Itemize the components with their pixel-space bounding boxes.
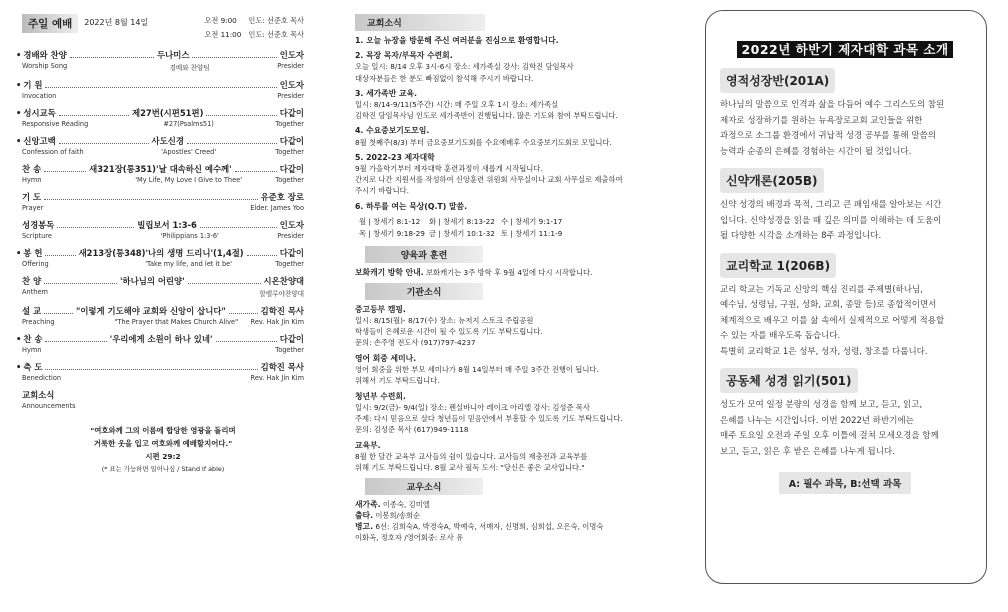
course-title: 공동체 성경 읽기(501) — [720, 368, 858, 393]
dot-leader — [44, 313, 73, 314]
course-title: 교리학교 1(206B) — [720, 253, 836, 278]
worship-header — [22, 14, 304, 42]
institution-line: 영어 회중을 위한 부모 세미나가 8월 14일부터 매 주일 3주간 진행이 됩니다. — [355, 364, 599, 374]
course-line: 수 있는 자를 배우도록 돕습니다. — [720, 331, 841, 341]
order-leader-en: Rev. Hak Jin Kim — [250, 374, 304, 382]
nurture-section-title: 양육과 훈련 — [365, 246, 483, 263]
order-content-en: 'Apostles' Creed' — [161, 148, 217, 156]
bullet-mark: • — [16, 80, 22, 90]
institution-line: 위해서 기도 부탁드립니다. — [355, 375, 440, 385]
dot-leader — [59, 143, 149, 144]
order-label — [16, 107, 56, 119]
order-label-en: Confession of faith — [22, 148, 84, 156]
nurture-text: 보화캐기는 3주 방학 후 9월 4일에 다시 시작합니다. — [425, 267, 593, 277]
order-label-en: Invocation — [22, 92, 57, 100]
member-row — [355, 521, 677, 532]
order-content: 두나미스 — [157, 50, 190, 60]
service-times — [204, 14, 304, 42]
order-label — [16, 49, 67, 61]
institution-line: 8월 한 달간 교육부 교사들의 쉼이 있습니다. 교사들의 재충전과 교육부를 — [355, 451, 588, 461]
order-content: 제27번(시편51편) — [132, 108, 204, 118]
qt-schedule — [359, 216, 677, 240]
order-label-en: Responsive Reading — [22, 120, 89, 128]
course-item — [720, 68, 970, 160]
order-leader: 인도자 — [279, 80, 304, 90]
order-label — [16, 135, 56, 147]
news-head: 4. 수요중보기도모임. — [355, 126, 430, 136]
institution-head: 청년부 수련회. — [355, 391, 406, 401]
curriculum-title — [720, 39, 970, 58]
order-leader-en: Presider — [277, 232, 304, 240]
order-label-text: 설 교 — [22, 306, 42, 316]
order-label — [22, 219, 54, 231]
dot-leader — [45, 255, 75, 256]
news-line: 주시기 바랍니다. — [355, 186, 409, 196]
course-line: 하나님의 말씀으로 인격과 삶을 다듬어 예수 그리스도의 참된 — [720, 100, 945, 110]
news-column — [345, 0, 685, 612]
course-line: 보고, 듣고, 읽은 후 받은 은혜를 나누게 됩니다. — [720, 446, 895, 457]
news-item — [355, 125, 677, 147]
news-item — [355, 35, 677, 46]
news-head: 3. 세가족반 교육. — [355, 88, 417, 98]
course-line: 은혜를 나누는 시간입니다. 이번 2022년 하반기에는 — [720, 415, 914, 426]
course-line: 체계적으로 배우고 이를 삶 속에서 실제적으로 어떻게 적용할 — [720, 315, 945, 326]
bullet-mark: • — [16, 50, 22, 60]
order-item — [16, 333, 304, 354]
course-item — [720, 168, 970, 245]
news-line: 오늘 일시: 8/14 오후 3시-6시 장소: 세가족실 강사: 김학진 담임목사 — [355, 62, 574, 72]
order-label-en: Announcements — [22, 402, 76, 410]
dot-leader — [188, 283, 261, 284]
order-content: '하나님의 어린양' — [119, 276, 185, 286]
course-list — [720, 68, 970, 460]
order-label — [22, 275, 41, 287]
order-label-text: 찬 양 — [22, 276, 42, 286]
service-leader: 인도: 선준호 목사 — [248, 16, 304, 25]
member-row — [355, 510, 677, 521]
institution-head: 영어 회중 세미나. — [355, 353, 417, 363]
news-item — [355, 88, 677, 122]
dot-leader — [70, 57, 154, 58]
institution-line: 위해 기도 부탁드립니다. 8월 교사 필독 도서: "당신은 좋은 교사입니다." — [355, 462, 585, 472]
members-list — [355, 499, 677, 543]
order-label — [16, 247, 43, 259]
course-line: 매주 토요일 오전과 주일 오후 이틀에 걸쳐 모세오경을 함께 — [720, 431, 939, 441]
institution-item — [355, 391, 677, 435]
dot-leader — [229, 313, 258, 314]
member-category: 출타. — [355, 510, 374, 520]
order-leader-en: Rev. Hak Jin Kim — [250, 318, 304, 326]
news-item — [355, 50, 677, 84]
order-subline — [22, 176, 304, 184]
qt-reading: 화 | 창세기 8:13-22 — [429, 216, 495, 226]
order-content-en — [102, 402, 304, 410]
dot-leader — [44, 283, 117, 284]
order-content-en — [102, 92, 277, 100]
quote-reference: 시편 29:2 — [145, 452, 181, 461]
qt-reading: 월 | 창세기 8:1-12 — [359, 216, 421, 226]
order-row — [16, 333, 304, 345]
news-line: 8월 첫째주(8/3) 부터 금요중보기도회를 수요예배후 수요중보기도회로 모입니다. — [355, 137, 612, 147]
order-row — [22, 275, 304, 287]
order-leader: 김학진 목사 — [260, 362, 304, 372]
scripture-quote — [22, 424, 304, 476]
course-title: 영적성장반(201A) — [720, 68, 835, 93]
order-label — [22, 389, 54, 401]
service-time-row — [204, 14, 304, 28]
service-leader: 인도: 선준호 목사 — [248, 30, 304, 39]
order-content-en — [102, 374, 251, 382]
service-time: 오전 9:00 — [204, 16, 237, 25]
dot-leader — [247, 255, 277, 256]
dot-leader — [59, 115, 129, 116]
news-line: 대상자분들은 한 분도 빠짐없이 참석해 주시기 바랍니다. — [355, 73, 534, 83]
order-row — [16, 79, 304, 91]
order-label-text: 신앙고백 — [23, 136, 56, 146]
order-subline — [22, 374, 304, 382]
order-label-en: Worship Song — [22, 62, 68, 70]
order-item — [16, 79, 304, 100]
worship-date: 2022년 8월 14일 — [84, 18, 149, 27]
order-row — [16, 135, 305, 147]
institutions-list — [355, 304, 677, 473]
order-item — [22, 163, 304, 184]
order-item — [22, 305, 304, 326]
course-item — [720, 368, 970, 460]
dot-leader — [44, 171, 86, 172]
course-description — [720, 98, 970, 160]
member-names: 이화옥, 정호자 /영어회중: 로사 유 — [355, 532, 464, 542]
member-row — [355, 499, 677, 510]
order-leader-en: Together — [275, 120, 304, 128]
order-subline — [22, 232, 304, 240]
order-leader-en: Together — [275, 148, 304, 156]
order-item — [16, 135, 305, 156]
order-subline — [22, 318, 304, 326]
news-head: 6. 하루를 여는 묵상(Q.T) 말씀. — [355, 201, 468, 211]
course-line: 신약 성경의 배경과 목적, 그리고 큰 패임새를 알아보는 시간 — [720, 200, 942, 210]
member-names: 이종숙, 김미엘 — [380, 499, 430, 509]
order-content: "이렇게 기도해야 교회와 신앙이 삽니다" — [75, 306, 226, 316]
order-leader: 다같이 — [279, 248, 304, 258]
news-line: 김학진 담임목사님 인도로 세가족반이 진행됩니다. 많은 기도와 참여 부탁드립니다. — [355, 111, 618, 121]
order-leader: 시온찬양대 — [263, 276, 304, 286]
order-label-en: Anthem — [22, 288, 48, 296]
course-line: 입니다. 신약성경을 읽을 때 깊은 의미를 이해하는 데 도움이 — [720, 215, 942, 226]
quote-line: "여호와께 그의 이름에 합당한 영광을 돌리며 — [90, 426, 236, 435]
order-row — [22, 163, 304, 175]
order-row — [16, 49, 305, 61]
dot-leader — [206, 115, 276, 116]
bullet-mark: • — [16, 334, 22, 344]
member-row — [355, 532, 677, 543]
order-label — [16, 79, 43, 91]
news-head: 1. 오늘 뉴장을 방문해 주신 여러분을 진심으로 환영합니다. — [355, 36, 559, 45]
order-leader: 다같이 — [279, 108, 304, 118]
order-subline — [22, 346, 304, 354]
order-label — [22, 191, 41, 203]
course-line: 제자로 성장하기를 원하는 뉴욕장로교회 교인들을 위한 — [720, 115, 923, 126]
order-leader-en: Presider — [277, 62, 304, 70]
order-label-text: 찬 송 — [22, 164, 42, 174]
order-label-text: 기 원 — [23, 80, 43, 90]
institutions-section-title: 기관소식 — [365, 283, 483, 300]
news-item — [355, 201, 677, 212]
dot-leader — [235, 171, 277, 172]
order-leader-en: Together — [275, 176, 304, 184]
course-legend — [720, 472, 970, 494]
institution-line: 문의: 손주영 전도사 (917)797-4237 — [355, 337, 476, 347]
member-names: 6선: 김희숙A, 박경숙A, 박예숙, 서매자, 신명희, 심희섭, 오은숙, 이명숙 — [373, 521, 604, 531]
order-content-en: 'Philippians 1:3-6' — [160, 232, 219, 240]
news-head: 5. 2022-23 제자대학 — [355, 152, 435, 162]
order-label — [22, 163, 41, 175]
news-head: 2. 목장 목자/부목자 수련회. — [355, 51, 453, 61]
order-label-text: 성경봉독 — [22, 220, 55, 230]
order-label-en: Benediction — [22, 374, 62, 382]
stand-note: (* 표는 가능하면 일어나심 / Stand if able) — [101, 465, 225, 473]
news-line: 간지로 나간 지원서를 작성하여 신앙훈련 위원회 사무실이나 교회 사무실로 제출하여 — [355, 175, 623, 185]
order-leader: 인도자 — [279, 220, 304, 230]
order-row — [22, 305, 304, 317]
order-row — [16, 247, 304, 259]
order-content-en: 'Take my life, and let it be' — [145, 260, 233, 268]
order-leader: 다같이 — [279, 334, 304, 344]
dot-leader — [187, 143, 277, 144]
institution-item — [355, 440, 677, 473]
members-section-title: 교우소식 — [365, 478, 483, 495]
order-label-en: Scripture — [22, 232, 52, 240]
quote-line: 거룩한 옷을 입고 여호와께 예배할지어다." — [93, 439, 233, 448]
institution-head: 중고등부 캠핑. — [355, 304, 406, 314]
member-category: 병고. — [355, 521, 374, 531]
qt-reading: 금 | 창세기 10:1-32 — [429, 228, 495, 238]
course-description — [720, 398, 970, 460]
course-item — [720, 253, 970, 361]
order-label — [16, 333, 43, 345]
order-leader-en: Elder. James Yoo — [250, 204, 304, 212]
order-leader-en: Presider — [277, 92, 304, 100]
order-leader: 다같이 — [279, 164, 304, 174]
order-label-en: Hymn — [22, 346, 42, 354]
dot-leader — [45, 87, 276, 88]
order-leader-en: 할렐루야찬양대 — [259, 290, 304, 298]
dot-leader — [216, 341, 277, 342]
order-subline — [22, 402, 304, 410]
order-item — [22, 191, 304, 212]
order-subline — [22, 260, 304, 268]
order-item — [22, 389, 304, 410]
order-leader: 인도자 — [279, 50, 305, 60]
institution-line: 문의: 김성준 목사 (617)949-1118 — [355, 424, 469, 434]
order-content: 새213장(통348)'나의 생명 드리니'(1,4절) — [78, 248, 244, 258]
order-label-text: 기 도 — [22, 192, 42, 202]
nurture-head: 보화캐기 방학 안내. — [355, 267, 424, 277]
dot-leader — [45, 341, 106, 342]
order-subline — [22, 148, 304, 156]
order-row — [22, 191, 304, 203]
order-item — [16, 107, 304, 128]
order-content-en: #27(Psalms51) — [163, 120, 214, 128]
order-label-en: Preaching — [22, 318, 55, 326]
course-line: 예수님, 성령님, 구원, 성화, 교회, 종말 등)로 종합적이면서 — [720, 300, 937, 310]
order-subline — [22, 204, 304, 212]
order-row — [22, 389, 304, 401]
order-leader-en: Together — [275, 260, 304, 268]
order-list — [16, 49, 305, 410]
course-title: 신약개론(205B) — [720, 168, 824, 193]
news-section-title: 교회소식 — [355, 14, 485, 31]
course-description — [720, 283, 970, 361]
news-item — [355, 152, 677, 197]
order-label-en: Hymn — [22, 176, 42, 184]
qt-reading: 토 | 창세기 11:1-9 — [501, 228, 563, 238]
order-label-text: 찬 송 — [23, 334, 43, 344]
order-content-en — [102, 204, 250, 212]
order-leader: 김학진 목사 — [260, 306, 305, 316]
order-label-en: Prayer — [22, 204, 44, 212]
order-content-en: 'My Life, My Love I Give to Thee' — [135, 176, 243, 184]
worship-order-column — [0, 0, 330, 612]
order-row — [16, 361, 304, 373]
course-line: 성도가 모여 일정 분량의 성경을 함께 보고, 듣고, 읽고, — [720, 400, 923, 410]
order-content-en — [102, 288, 259, 298]
course-line: 교리 학교는 기독교 신앙의 핵심 진리를 주제별(하나님, — [720, 284, 923, 295]
institution-head: 교육부. — [355, 440, 381, 450]
order-label — [22, 305, 41, 317]
qt-reading: 수 | 창세기 9:1-17 — [501, 216, 563, 226]
course-line: 능력과 순종의 은혜를 경험하는 시간이 될 것입니다. — [720, 146, 912, 157]
institution-item — [355, 353, 677, 386]
order-leader: 다같이 — [279, 136, 305, 146]
legend-text: A: 필수 과목, B:선택 과목 — [779, 472, 912, 494]
worship-title: 주일 예배 — [22, 14, 78, 33]
order-label-text: 교회소식 — [22, 390, 55, 400]
order-content-en: 경배와 찬양팀 — [169, 64, 210, 72]
member-names: 이봉희/송희순 — [373, 510, 421, 520]
dot-leader — [57, 227, 134, 228]
institution-line: 일시: 9/2(금)- 9/4(일) 장소: 펜실바니아 레이크 아리엘 강사: 김성준 목사 — [355, 402, 590, 412]
order-content: 사도신경 — [151, 136, 184, 146]
bullet-mark: • — [16, 136, 22, 146]
order-content: 빌립보서 1:3-6 — [137, 220, 197, 230]
order-item — [22, 219, 304, 240]
order-label-text: 경배와 찬양 — [23, 50, 67, 60]
order-subline — [22, 92, 304, 100]
order-item — [16, 49, 305, 72]
bullet-mark: • — [16, 108, 22, 118]
order-row — [22, 219, 304, 231]
bullet-mark: • — [16, 362, 22, 372]
order-subline — [22, 288, 304, 298]
course-line: 과정으로 소그룹 환경에서 귀납적 성경 공부를 통해 말씀의 — [720, 131, 936, 141]
order-subline — [22, 120, 304, 128]
news-line: 일시: 8/14-9/11(5주간) 시간: 매 주일 오후 1시 장소: 세가족실 — [355, 100, 559, 110]
course-line: 특별히 교리학교 1은 성부, 성자, 성령, 창조를 다룹니다. — [720, 346, 928, 357]
dot-leader — [192, 57, 276, 58]
dot-leader — [200, 227, 277, 228]
curriculum-title-text: 2022년 하반기 제자대학 과목 소개 — [737, 41, 952, 58]
institution-item — [355, 304, 677, 348]
order-leader-en: Together — [275, 346, 304, 354]
qt-reading: 목 | 창세기 9:18-29 — [359, 228, 425, 238]
order-label-en: Offering — [22, 260, 49, 268]
service-time-row — [204, 28, 304, 42]
order-label-text: 봉 헌 — [23, 248, 43, 258]
course-line: 될 다양한 시각을 소개하는 8주 과정입니다. — [720, 231, 882, 241]
order-label — [16, 361, 43, 373]
bullet-mark: • — [16, 248, 22, 258]
order-content: '우리에게 소원이 하나 있네' — [109, 334, 213, 344]
service-time: 오전 11:00 — [204, 30, 242, 39]
member-category: 새가족. — [355, 499, 381, 509]
order-item — [22, 275, 304, 298]
order-leader: 유준호 장로 — [260, 192, 304, 202]
order-subline — [22, 62, 304, 72]
order-content: 새321장(통351)'날 대속하신 예수께' — [89, 164, 232, 174]
order-item — [16, 361, 304, 382]
order-label-text: 성시교독 — [23, 108, 56, 118]
institution-line: 주제: 다시 믿음으로 살다 청년들이 믿음안에서 부흥할 수 있도록 기도 부탁드립니다. — [355, 413, 623, 423]
institution-line: 일시: 8/15(월)- 8/17(수) 장소: 뉴저지 스토크 주립공원 — [355, 315, 534, 325]
order-label-text: 축 도 — [23, 362, 43, 372]
order-content-en — [102, 346, 275, 354]
institution-line: 학생들이 은혜로운 시간이 될 수 있도록 기도 부탁드립니다. — [355, 326, 543, 336]
curriculum-panel — [705, 10, 987, 584]
news-list — [355, 35, 677, 212]
order-row — [16, 107, 304, 119]
order-content-en: "The Prayer that Makes Church Alive" — [114, 318, 239, 326]
course-description — [720, 198, 970, 245]
dot-leader — [45, 369, 257, 370]
dot-leader — [44, 199, 258, 200]
news-line: 9월 가을학기부터 제자대학 훈련과정이 새롭게 시작됩니다. — [355, 164, 543, 174]
order-item — [16, 247, 304, 268]
nurture-item — [355, 267, 677, 278]
